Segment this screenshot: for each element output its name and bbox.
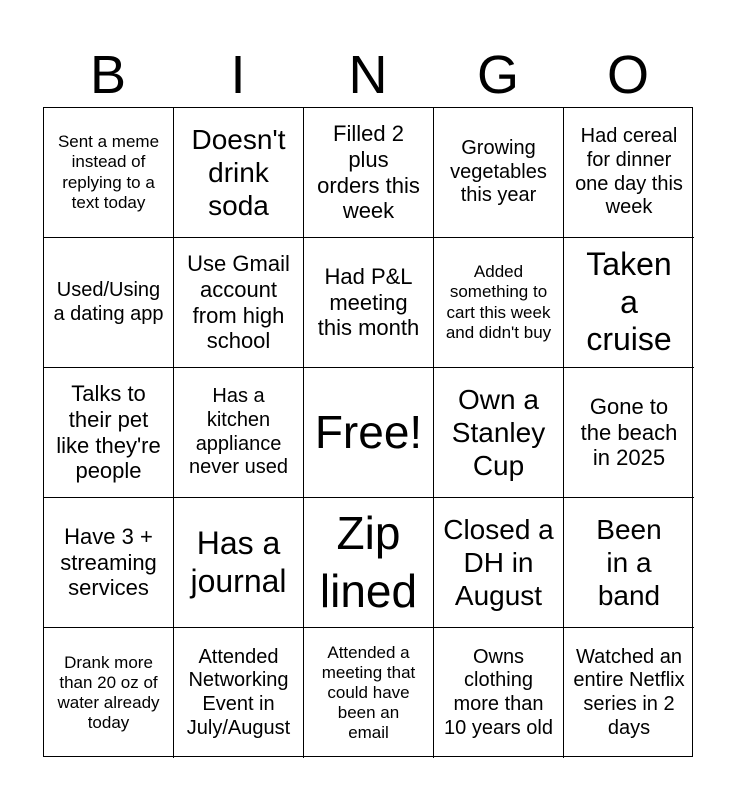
- cell-text: Sent a meme instead of replying to a text today: [57, 132, 160, 212]
- cell-text: Free!: [314, 406, 423, 459]
- bingo-cell[interactable]: [564, 498, 694, 628]
- bingo-cell[interactable]: [44, 108, 174, 238]
- cell-text: Doesn't drink soda: [191, 123, 286, 222]
- cell-text: Filled 2 plus orders this week: [317, 120, 420, 224]
- bingo-cell[interactable]: [434, 628, 564, 758]
- bingo-cell[interactable]: [434, 238, 564, 368]
- header-letter-b: B: [89, 45, 127, 105]
- cell-text: Attended a meeting that could have been an email: [321, 642, 416, 743]
- cell-text: Been in a band: [596, 513, 662, 612]
- cell-text: Drank more than 20 oz of water already today: [57, 652, 160, 733]
- bingo-cell[interactable]: [564, 238, 694, 368]
- bingo-cell[interactable]: [434, 498, 564, 628]
- header-letter-o: O: [606, 45, 649, 105]
- bingo-cell[interactable]: [174, 628, 304, 758]
- cell-text: Gone to the beach in 2025: [580, 393, 678, 471]
- bingo-cell[interactable]: [44, 498, 174, 628]
- cell-text: Owns clothing more than 10 years old: [444, 645, 553, 739]
- bingo-cell[interactable]: [174, 368, 304, 498]
- bingo-cell[interactable]: [174, 238, 304, 368]
- bingo-cell[interactable]: [174, 498, 304, 628]
- bingo-cell[interactable]: [44, 628, 174, 758]
- cell-text: Taken a cruise: [586, 245, 672, 358]
- bingo-cell[interactable]: [564, 108, 694, 238]
- cell-text: Have 3 + streaming services: [60, 523, 157, 601]
- bingo-cell[interactable]: [304, 238, 434, 368]
- bingo-header: [43, 44, 693, 106]
- header-letter-g: G: [476, 45, 519, 105]
- bingo-cell[interactable]: [304, 108, 434, 238]
- cell-text: Had cereal for dinner one day this week: [575, 125, 683, 219]
- bingo-cell[interactable]: [174, 108, 304, 238]
- cell-text: Use Gmail account from high school: [187, 250, 290, 354]
- cell-text: Used/Using a dating app: [53, 278, 164, 325]
- bingo-cell[interactable]: [304, 628, 434, 758]
- bingo-cell[interactable]: [564, 368, 694, 498]
- bingo-grid: [43, 107, 693, 757]
- bingo-cell[interactable]: [44, 368, 174, 498]
- bingo-cell[interactable]: [434, 108, 564, 238]
- cell-text: Talks to their pet like they're people: [56, 380, 161, 484]
- cell-text: Closed a DH in August: [443, 513, 554, 612]
- cell-text: Added something to cart this week and didn't buy: [445, 262, 552, 342]
- cell-text: Has a journal: [190, 524, 287, 599]
- cell-text: Had P&L meeting this month: [317, 263, 420, 341]
- header-letter-n: N: [348, 45, 388, 105]
- bingo-cell[interactable]: [434, 368, 564, 498]
- cell-text: Zip lined: [319, 507, 418, 617]
- bingo-cell[interactable]: [564, 628, 694, 758]
- bingo-cell[interactable]: [304, 498, 434, 628]
- header-letter-i: I: [230, 45, 246, 105]
- cell-text: Has a kitchen appliance never used: [189, 385, 288, 479]
- bingo-cell[interactable]: [304, 368, 434, 498]
- cell-text: Watched an entire Netflix series in 2 days: [573, 645, 685, 739]
- cell-text: Growing vegetables this year: [450, 137, 547, 207]
- bingo-cell[interactable]: [44, 238, 174, 368]
- cell-text: Attended Networking Event in July/August: [186, 645, 291, 739]
- cell-text: Own a Stanley Cup: [451, 383, 546, 482]
